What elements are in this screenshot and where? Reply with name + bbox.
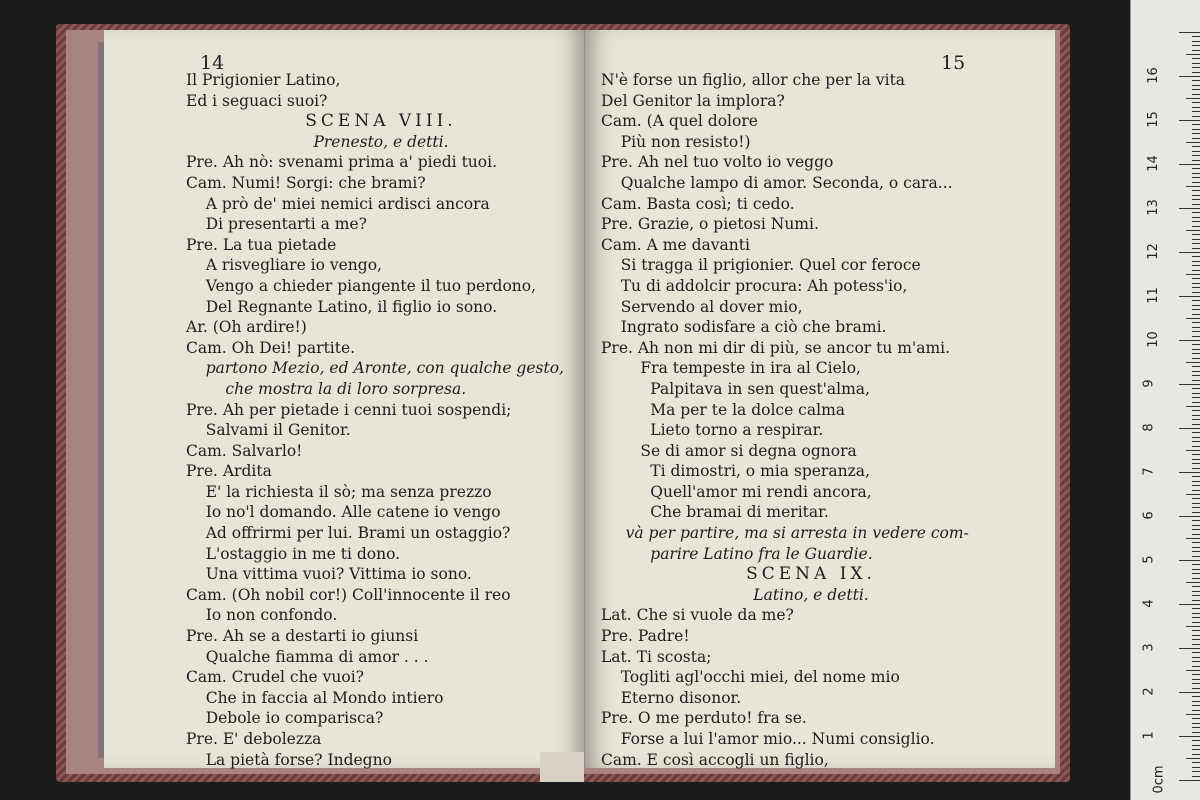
ruler-tick: [1179, 648, 1200, 649]
ruler-tick: [1192, 111, 1200, 112]
ruler-tick: [1192, 151, 1200, 152]
text-line: L'ostaggio in me ti dono.: [186, 544, 401, 563]
ruler-tick: [1179, 736, 1200, 737]
text-line: Tu di addolcir procura: Ah potess'io,: [601, 276, 908, 295]
ruler-tick: [1186, 538, 1200, 539]
ruler-tick: [1192, 85, 1200, 86]
ruler-tick: [1186, 494, 1200, 495]
ruler-tick: [1192, 564, 1200, 565]
ruler-tick: [1179, 692, 1200, 693]
ruler-tick: [1192, 661, 1200, 662]
text-line: Palpitava in sen quest'alma,: [601, 379, 870, 398]
text-line: Cam. (A quel dolore: [601, 112, 758, 131]
ruler-label: 0cm: [1151, 765, 1167, 794]
ruler-tick: [1192, 190, 1200, 191]
ruler-tick: [1192, 287, 1200, 288]
text-line: Pre. Padre!: [601, 627, 690, 646]
page-number-left: 14: [200, 52, 225, 74]
ruler-tick: [1192, 58, 1200, 59]
ruler-tick: [1179, 120, 1200, 121]
ruler-label: 1: [1141, 731, 1157, 740]
ruler-tick: [1192, 41, 1200, 42]
right-page: [585, 30, 1055, 768]
text-line: Qualche lampo di amor. Seconda, o cara...: [601, 173, 953, 192]
ruler-tick: [1192, 635, 1200, 636]
ruler-tick: [1192, 327, 1200, 328]
text-line: Ed i seguaci suoi?: [186, 91, 328, 110]
ruler-tick: [1192, 67, 1200, 68]
text-line: Lat. Che si vuole da me?: [601, 606, 794, 625]
ruler-tick: [1192, 586, 1200, 587]
ruler-tick: [1186, 758, 1200, 759]
ruler-tick: [1186, 626, 1200, 627]
ruler-label: 2: [1141, 687, 1157, 696]
text-line: Togliti agl'occhi miei, del nome mio: [601, 668, 900, 687]
ruler-tick: [1192, 300, 1200, 301]
text-line: Eterno disonor.: [601, 688, 742, 707]
text-line: N'è forse un figlio, allor che per la vita: [601, 71, 906, 89]
ruler-tick: [1192, 309, 1200, 310]
text-line: Io no'l domando. Alle catene io vengo: [186, 503, 501, 522]
ruler-tick: [1192, 617, 1200, 618]
ruler-tick: [1192, 454, 1200, 455]
ruler-tick: [1192, 410, 1200, 411]
ruler-tick: [1192, 696, 1200, 697]
ruler-tick: [1192, 600, 1200, 601]
page-number-right: 15: [941, 52, 966, 74]
ruler-tick: [1192, 124, 1200, 125]
ruler-label: 15: [1145, 111, 1161, 128]
ruler-tick: [1192, 402, 1200, 403]
ruler-tick: [1179, 604, 1200, 605]
text-line: Cam. Basta così; ti cedo.: [601, 194, 795, 213]
text-line: Se di amor si degna ognora: [601, 441, 857, 460]
ruler-label: 16: [1145, 67, 1161, 84]
ruler-tick: [1192, 463, 1200, 464]
ruler-tick: [1186, 670, 1200, 671]
ruler-tick: [1186, 98, 1200, 99]
text-line: Cam. (Oh nobil cor!) Coll'innocente il reo: [186, 585, 511, 604]
ruler-tick: [1192, 679, 1200, 680]
ruler-tick: [1192, 613, 1200, 614]
text-line: Pre. O me perduto! fra se.: [601, 709, 807, 728]
ruler-tick: [1192, 767, 1200, 768]
ruler-tick: [1192, 424, 1200, 425]
ruler-tick: [1192, 353, 1200, 354]
ruler-tick: [1192, 36, 1200, 37]
ruler-tick: [1192, 63, 1200, 64]
ruler-tick: [1192, 705, 1200, 706]
ruler-tick: [1192, 305, 1200, 306]
ruler-tick: [1186, 406, 1200, 407]
ruler-tick: [1179, 428, 1200, 429]
ruler-tick: [1192, 569, 1200, 570]
ruler-tick: [1186, 714, 1200, 715]
text-line: partono Mezio, ed Aronte, con qualche gesto,: [186, 359, 564, 378]
text-line: Ar. (Oh ardire!): [186, 318, 307, 337]
ruler-tick: [1192, 221, 1200, 222]
ruler-tick: [1192, 270, 1200, 271]
ruler-tick: [1192, 256, 1200, 257]
ruler-tick: [1192, 107, 1200, 108]
ruler-tick: [1192, 490, 1200, 491]
ruler-tick: [1192, 344, 1200, 345]
ruler-tick: [1179, 560, 1200, 561]
ruler-label: 3: [1141, 643, 1157, 652]
text-line: Forse a lui l'amor mio... Numi consiglio.: [601, 730, 935, 748]
ruler-tick: [1192, 94, 1200, 95]
ruler-tick: [1192, 212, 1200, 213]
ruler-label: 9: [1141, 379, 1157, 388]
ruler-tick: [1192, 146, 1200, 147]
ruler-tick: [1192, 688, 1200, 689]
ruler-tick: [1179, 384, 1200, 385]
ruler-tick: [1192, 481, 1200, 482]
ruler-tick: [1192, 72, 1200, 73]
text-line: Pre. E' debolezza: [186, 730, 322, 748]
ruler-tick: [1186, 582, 1200, 583]
ruler-tick: [1192, 437, 1200, 438]
ruler-tick: [1192, 630, 1200, 631]
ruler-tick: [1179, 164, 1200, 165]
ruler-tick: [1192, 776, 1200, 777]
ruler-tick: [1192, 732, 1200, 733]
ruler-tick: [1192, 204, 1200, 205]
ruler-label: 12: [1145, 243, 1161, 260]
ruler-tick: [1192, 371, 1200, 372]
ruler-tick: [1192, 459, 1200, 460]
text-line: Ti dimostri, o mia speranza,: [601, 462, 870, 481]
text-line: Cam. E così accogli un figlio,: [601, 750, 829, 769]
ruler-tick: [1192, 314, 1200, 315]
ruler-tick: [1179, 32, 1200, 33]
ruler-tick: [1192, 116, 1200, 117]
text-line: Ma per te la dolce calma: [601, 400, 846, 419]
text-line: Lat. Ti scosta;: [601, 647, 712, 666]
text-line: Pre. La tua pietade: [186, 235, 337, 254]
ruler-tick: [1192, 749, 1200, 750]
text-line: Io non confondo.: [186, 606, 338, 625]
text-line: Pre. Grazie, o pietosi Numi.: [601, 215, 819, 234]
ruler-tick: [1192, 652, 1200, 653]
left-page-text: [186, 70, 576, 770]
text-line: Che in faccia al Mondo intiero: [186, 688, 444, 707]
ruler-tick: [1192, 468, 1200, 469]
ruler-tick: [1192, 239, 1200, 240]
ruler-tick: [1192, 243, 1200, 244]
ruler-label: 6: [1141, 511, 1157, 520]
ruler-tick: [1192, 762, 1200, 763]
ruler-tick: [1192, 745, 1200, 746]
ruler-label: 10: [1145, 331, 1161, 348]
ruler-tick: [1186, 230, 1200, 231]
ruler-tick: [1192, 666, 1200, 667]
ruler-tick: [1192, 683, 1200, 684]
text-line: Cam. Oh Dei! partite.: [186, 338, 356, 357]
ruler-tick: [1186, 142, 1200, 143]
ruler-tick: [1192, 261, 1200, 262]
ruler-tick: [1192, 80, 1200, 81]
ruler-tick: [1192, 182, 1200, 183]
ruler-tick: [1192, 380, 1200, 381]
ruler-tick: [1186, 54, 1200, 55]
ruler-tick: [1179, 76, 1200, 77]
ruler-tick: [1192, 754, 1200, 755]
ruler-tick: [1192, 476, 1200, 477]
ruler-tick: [1179, 208, 1200, 209]
ruler-tick: [1192, 771, 1200, 772]
ruler-tick: [1192, 419, 1200, 420]
text-line: Del Genitor la implora?: [601, 91, 785, 110]
text-line: parire Latino fra le Guardie.: [601, 544, 873, 563]
ruler-tick: [1192, 644, 1200, 645]
text-line: Più non resisto!): [601, 132, 751, 151]
text-line: Una vittima vuoi? Vittima io sono.: [186, 565, 472, 584]
ruler-tick: [1192, 547, 1200, 548]
ruler-label: 14: [1145, 155, 1161, 172]
ruler-tick: [1192, 507, 1200, 508]
book-spine: [540, 752, 584, 782]
ruler-tick: [1192, 556, 1200, 557]
text-line: Di presentarti a me?: [186, 215, 367, 234]
ruler-tick: [1192, 160, 1200, 161]
ruler-tick: [1192, 129, 1200, 130]
ruler-tick: [1192, 595, 1200, 596]
text-line: và per partire, ma si arresta in vedere com-: [601, 524, 969, 543]
ruler-tick: [1192, 278, 1200, 279]
text-line: Latino, e detti.: [753, 585, 869, 604]
ruler-tick: [1192, 727, 1200, 728]
ruler-tick: [1192, 50, 1200, 51]
text-line: Debole io comparisca?: [186, 709, 384, 728]
text-line: Fra tempeste in ira al Cielo,: [601, 359, 861, 378]
ruler-tick: [1192, 358, 1200, 359]
text-line: Il Prigionier Latino,: [186, 71, 341, 89]
text-line: Pre. Ah per pietade i cenni tuoi sospendi;: [186, 400, 512, 419]
ruler-tick: [1192, 674, 1200, 675]
ruler-tick: [1192, 723, 1200, 724]
ruler-tick: [1192, 177, 1200, 178]
ruler-tick: [1192, 551, 1200, 552]
ruler-tick: [1192, 718, 1200, 719]
text-line: E' la richiesta il sò; ma senza prezzo: [186, 482, 492, 501]
text-line: Servendo al dover mio,: [601, 297, 803, 316]
ruler-tick: [1192, 446, 1200, 447]
text-line: Pre. Ardita: [186, 462, 272, 481]
ruler-tick: [1192, 534, 1200, 535]
text-line: SCENA VIII.: [305, 111, 457, 132]
ruler-label: 11: [1145, 287, 1161, 304]
ruler-tick: [1192, 432, 1200, 433]
text-line: Lieto torno a respirar.: [601, 421, 824, 440]
text-line: Vengo a chieder piangente il tuo perdono,: [186, 276, 537, 295]
left-page: [104, 30, 584, 768]
ruler-tick: [1192, 331, 1200, 332]
text-line: Che bramai di meritar.: [601, 503, 829, 522]
text-line: Cam. Salvarlo!: [186, 441, 303, 460]
text-line: Quell'amor mi rendi ancora,: [601, 482, 872, 501]
ruler-tick: [1192, 485, 1200, 486]
ruler-tick: [1192, 168, 1200, 169]
ruler-tick: [1192, 415, 1200, 416]
text-line: Cam. Crudel che vuoi?: [186, 668, 364, 687]
ruler-tick: [1192, 322, 1200, 323]
text-line: che mostra la di loro sorpresa.: [186, 379, 467, 398]
ruler-tick: [1192, 265, 1200, 266]
ruler-tick: [1192, 529, 1200, 530]
ruler-tick: [1192, 512, 1200, 513]
ruler-tick: [1192, 155, 1200, 156]
text-line: Pre. Ah nel tuo volto io veggo: [601, 153, 834, 172]
text-line: Del Regnante Latino, il figlio io sono.: [186, 297, 498, 316]
ruler-tick: [1192, 608, 1200, 609]
ruler-label: 7: [1141, 467, 1157, 476]
ruler-tick: [1192, 701, 1200, 702]
ruler-tick: [1179, 472, 1200, 473]
ruler-tick: [1192, 138, 1200, 139]
ruler-tick: [1192, 226, 1200, 227]
ruler-tick: [1179, 516, 1200, 517]
ruler-tick: [1192, 397, 1200, 398]
ruler-tick: [1192, 45, 1200, 46]
text-line: Cam. Numi! Sorgi: che brami?: [186, 173, 426, 192]
text-line: Si tragga il prigionier. Quel cor feroce: [601, 256, 921, 275]
ruler-tick: [1192, 349, 1200, 350]
ruler-tick: [1192, 591, 1200, 592]
ruler-tick: [1192, 520, 1200, 521]
text-line: Pre. Ah non mi dir di più, se ancor tu m'ami.: [601, 338, 951, 357]
ruler-tick: [1179, 340, 1200, 341]
ruler-tick: [1192, 388, 1200, 389]
ruler-tick: [1179, 252, 1200, 253]
ruler-tick: [1186, 362, 1200, 363]
ruler-tick: [1186, 450, 1200, 451]
ruler-label: 8: [1141, 423, 1157, 432]
ruler-tick: [1192, 393, 1200, 394]
ruler-tick: [1192, 498, 1200, 499]
text-line: A risvegliare io vengo,: [186, 256, 382, 275]
text-line: Prenesto, e detti.: [313, 132, 449, 151]
ruler-tick: [1192, 639, 1200, 640]
ruler-tick: [1192, 173, 1200, 174]
ruler-tick: [1192, 622, 1200, 623]
ruler-tick: [1192, 578, 1200, 579]
text-line: Ingrato sodisfare a ciò che brami.: [601, 318, 887, 337]
ruler-tick: [1192, 133, 1200, 134]
text-line: SCENA IX.: [746, 564, 876, 585]
text-line: Pre. Ah nò: svenami prima a' piedi tuoi.: [186, 153, 497, 172]
ruler-tick: [1192, 283, 1200, 284]
ruler-tick: [1192, 503, 1200, 504]
ruler-tick: [1179, 296, 1200, 297]
ruler-tick: [1192, 710, 1200, 711]
ruler-tick: [1179, 780, 1200, 781]
ruler-tick: [1192, 740, 1200, 741]
text-line: Ad offrirmi per lui. Brami un ostaggio?: [186, 524, 511, 543]
ruler-tick: [1192, 217, 1200, 218]
ruler-label: 13: [1145, 199, 1161, 216]
ruler-tick: [1192, 542, 1200, 543]
text-line: Pre. Ah se a destarti io giunsi: [186, 627, 419, 646]
ruler-tick: [1192, 234, 1200, 235]
ruler-tick: [1192, 248, 1200, 249]
measuring-ruler: [1130, 0, 1200, 800]
ruler-tick: [1186, 318, 1200, 319]
text-line: Qualche fiamma di amor . . .: [186, 647, 429, 666]
ruler-tick: [1192, 441, 1200, 442]
ruler-tick: [1192, 89, 1200, 90]
text-line: Salvami il Genitor.: [186, 421, 351, 440]
right-page-text: [601, 70, 1021, 770]
ruler-tick: [1192, 199, 1200, 200]
text-line: La pietà forse? Indegno: [186, 750, 392, 769]
ruler-tick: [1192, 336, 1200, 337]
ruler-tick: [1186, 186, 1200, 187]
ruler-tick: [1192, 375, 1200, 376]
ruler-tick: [1192, 102, 1200, 103]
ruler-tick: [1192, 366, 1200, 367]
ruler-tick: [1192, 573, 1200, 574]
ruler-tick: [1186, 274, 1200, 275]
ruler-tick: [1192, 525, 1200, 526]
ruler-tick: [1192, 292, 1200, 293]
ruler-label: 5: [1141, 555, 1157, 564]
text-line: Cam. A me davanti: [601, 235, 750, 254]
ruler-label: 4: [1141, 599, 1157, 608]
ruler-tick: [1192, 657, 1200, 658]
ruler-tick: [1192, 195, 1200, 196]
text-line: A prò de' miei nemici ardisci ancora: [186, 194, 490, 213]
